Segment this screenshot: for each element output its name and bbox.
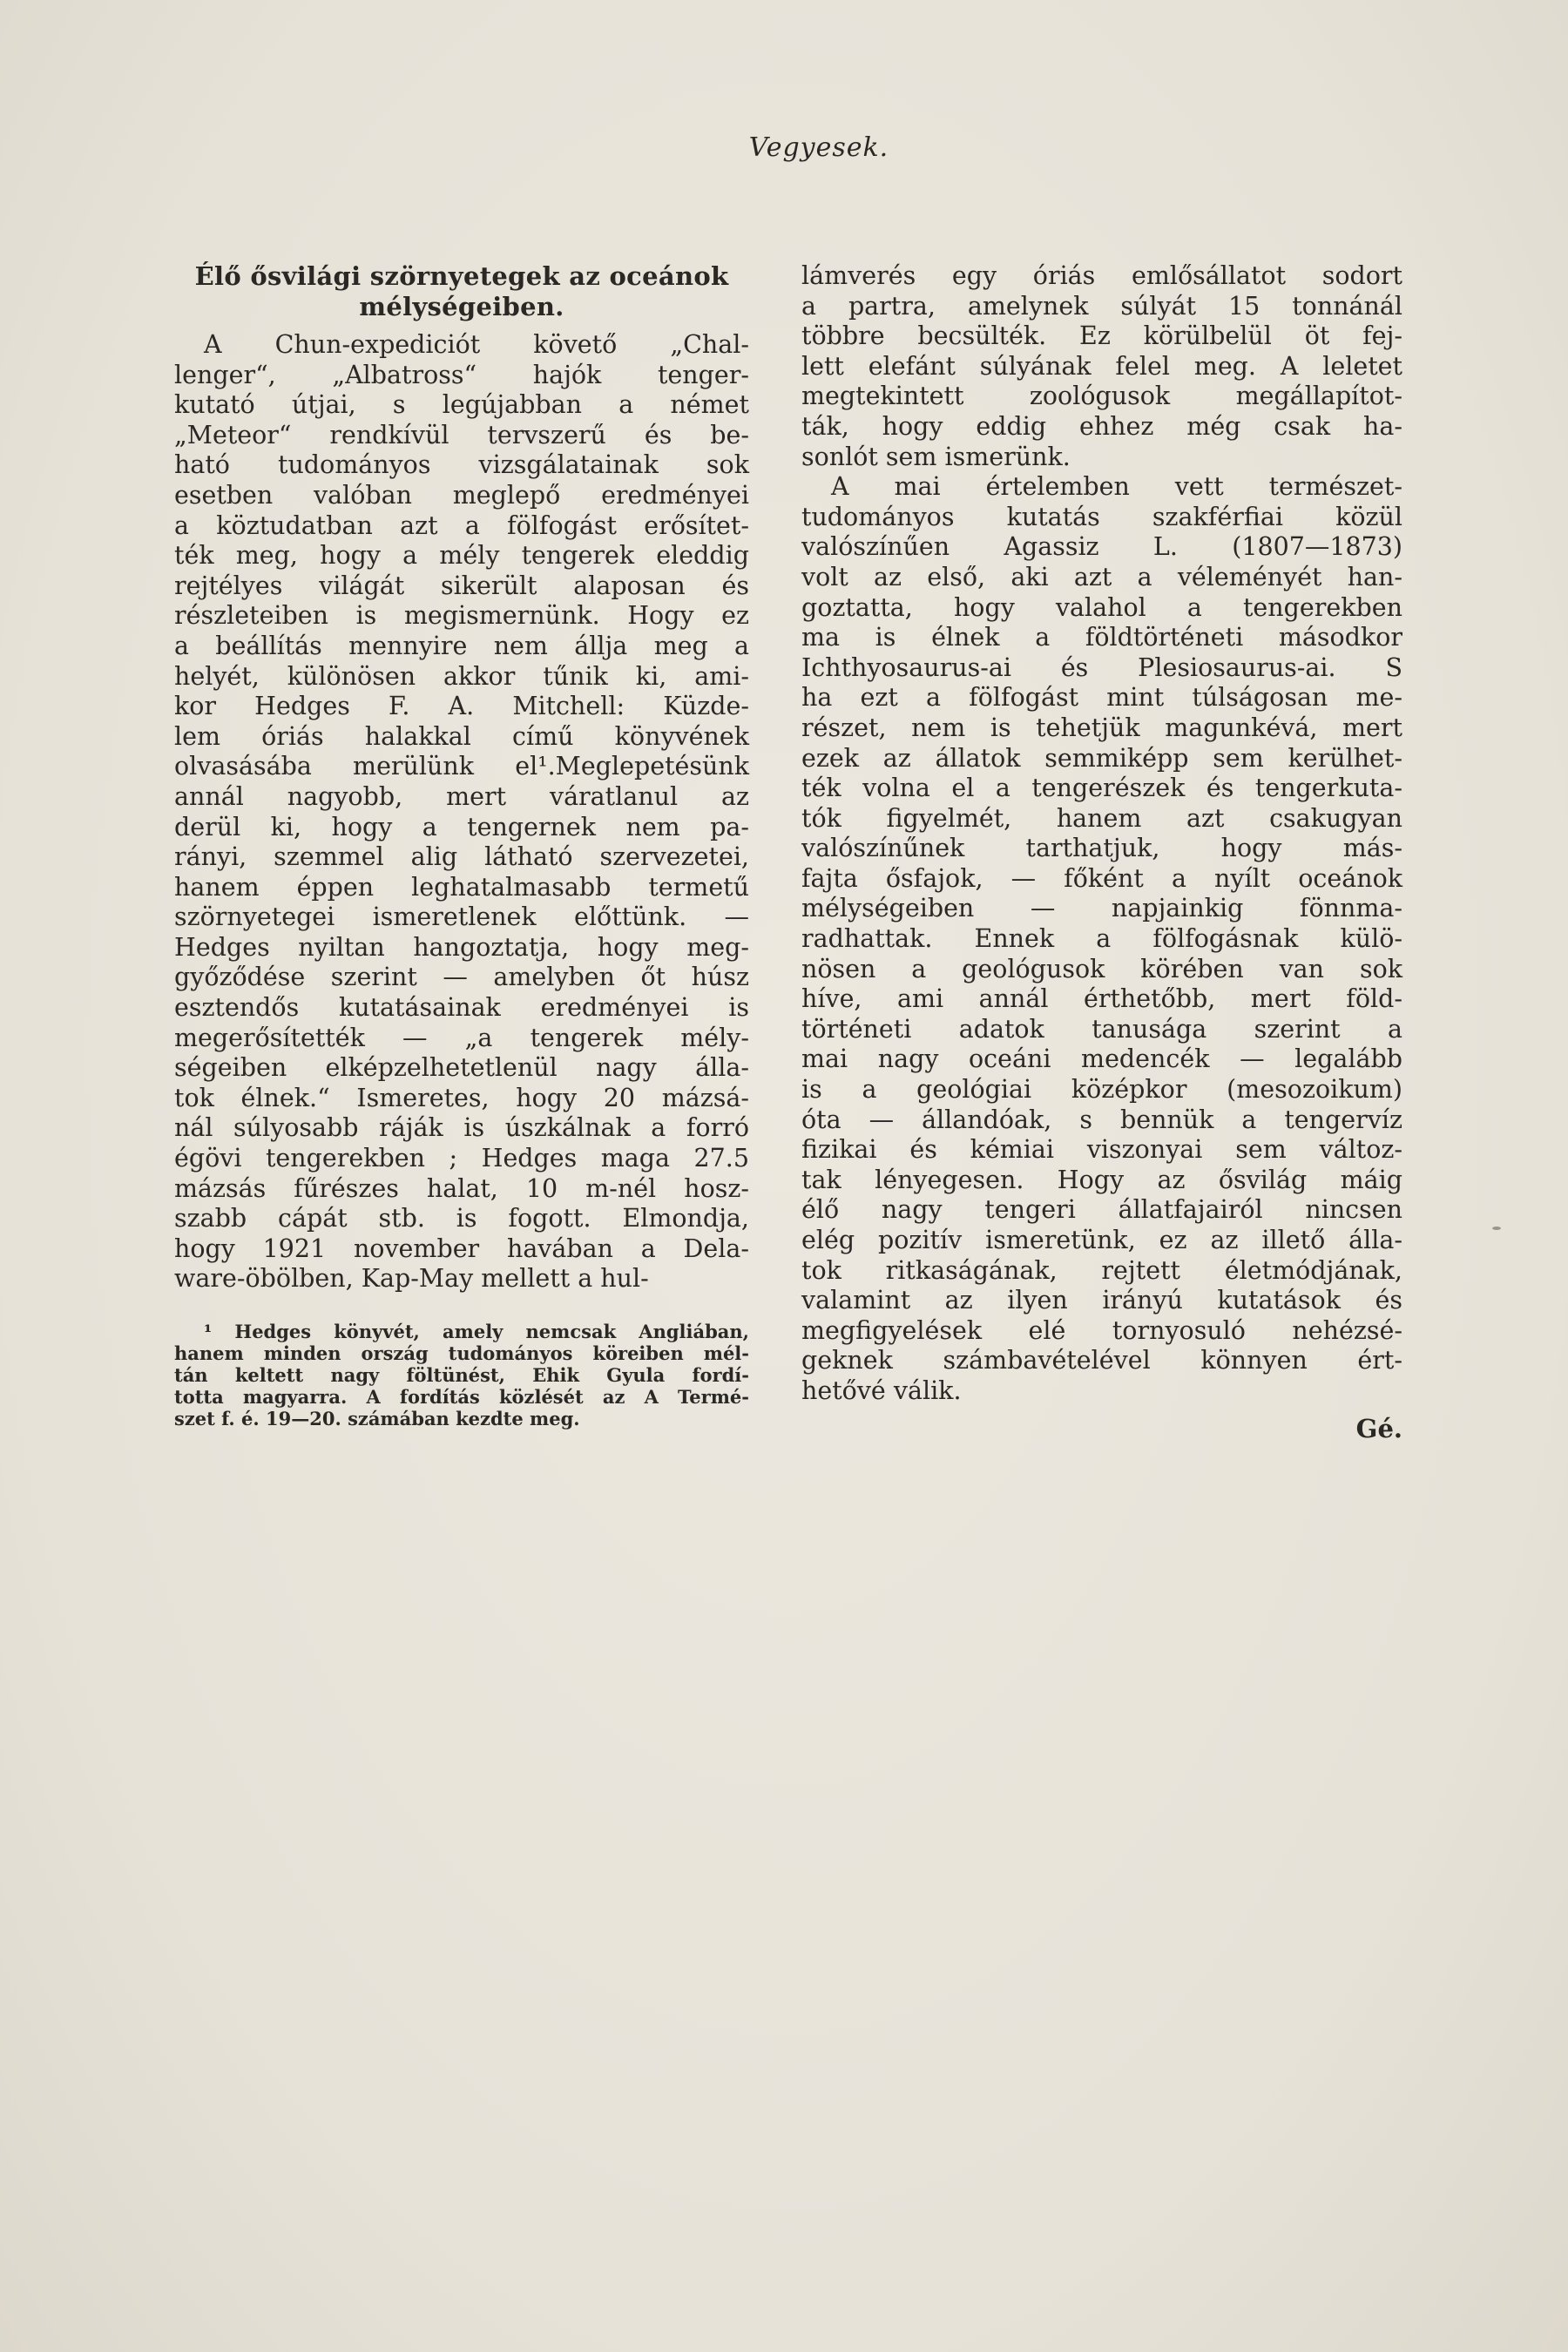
text-line: többre becsülték. Ez körülbelül öt fej-: [801, 321, 1402, 351]
footnote-line: ¹ Hedges könyvét, amely nemcsak Angliában,: [204, 1321, 749, 1342]
text-line: tak lényegesen. Hogy az ősvilág máig: [801, 1165, 1402, 1194]
text-line: égövi tengerekben ; Hedges maga 27.5: [174, 1144, 749, 1173]
text-line: lem óriás halakkal című könyvének: [174, 721, 749, 751]
text-line: olvasásába merülünk el¹.Meglepetésünk: [174, 752, 749, 781]
text-line: óta — állandóak, s bennük a tengervíz: [801, 1105, 1402, 1134]
text-line: részleteiben is megismernünk. Hogy ez: [174, 601, 749, 631]
text-line: goztatta, hogy valahol a tengerekben: [801, 592, 1402, 622]
text-line: helyét, különösen akkor tűnik ki, ami-: [174, 661, 749, 691]
text-line: mai nagy oceáni medencék — legalább: [801, 1044, 1402, 1074]
text-line: történeti adatok tanusága szerint a: [801, 1014, 1402, 1044]
text-line: Hedges nyiltan hangoztatja, hogy meg-: [174, 932, 749, 962]
text-line: tudományos kutatás szakférfiai közül: [801, 502, 1402, 531]
text-line: híve, ami annál érthetőbb, mert föld-: [801, 984, 1402, 1014]
text-line: lámverés egy óriás emlősállatot sodort: [801, 261, 1402, 290]
text-line: lenger“, „Albatross“ hajók tenger-: [174, 360, 749, 389]
text-line: nál súlyosabb ráják is úszkálnak a forró: [174, 1113, 749, 1143]
text-line: tok ritkaságának, rejtett életmódjának,: [801, 1255, 1402, 1285]
running-head: Vegyesek.: [748, 132, 889, 163]
text-line: szabb cápát stb. is fogott. Elmondja,: [174, 1204, 749, 1233]
text-line: élő nagy tengeri állatfajairól nincsen: [801, 1195, 1402, 1225]
text-line: kor Hedges F. A. Mitchell: Küzde-: [174, 692, 749, 721]
text-line: a köztudatban azt a fölfogást erősítet-: [174, 510, 749, 540]
text-line: ha ezt a fölfogást mint túlságosan me-: [801, 683, 1402, 713]
text-line: ma is élnek a földtörténeti másodkor: [801, 623, 1402, 652]
text-line: ezek az állatok semmiképp sem kerülhet-: [801, 743, 1402, 773]
text-line: tok élnek.“ Ismeretes, hogy 20 mázsá-: [174, 1083, 749, 1112]
text-line: geknek számbavételével könnyen ért-: [801, 1346, 1402, 1375]
text-line: elég pozitív ismeretünk, ez az illető álla-: [801, 1226, 1402, 1254]
text-line: valamint az ilyen irányú kutatások és: [801, 1286, 1402, 1315]
author-signature: Gé.: [1355, 1413, 1402, 1443]
text-line: ware-öbölben, Kap-May mellett a hul-: [174, 1264, 649, 1294]
text-line: megerősítették — „a tengerek mély-: [174, 1023, 749, 1052]
text-line: annál nagyobb, mert váratlanul az: [174, 781, 749, 811]
text-line: sonlót sem ismerünk.: [801, 442, 1071, 471]
text-line: lett elefánt súlyának felel meg. A leletet: [801, 351, 1402, 381]
text-line: győződése szerint — amelyben őt húsz: [174, 963, 749, 992]
right-column-body: [801, 261, 1402, 1407]
text-line: mélységeiben — napjainkig fönnma-: [801, 894, 1402, 923]
text-line: kutató útjai, s legújabban a német: [174, 390, 749, 420]
text-line: fizikai és kémiai viszonyai sem változ-: [801, 1135, 1402, 1165]
article-title: [174, 261, 749, 322]
text-line: fajta ősfajok, — főként a nyílt oceánok: [801, 863, 1402, 893]
text-line: ték meg, hogy a mély tengerek eleddig: [174, 541, 749, 571]
paper-speck: [1492, 1227, 1501, 1230]
text-line: mázsás fűrészes halat, 10 m-nél hosz-: [174, 1173, 749, 1203]
text-line: nösen a geológusok körében van sok: [801, 954, 1402, 983]
text-line: megfigyelések elé tornyosuló nehézsé-: [801, 1315, 1402, 1345]
article-title-line-2: mélységeiben.: [359, 292, 564, 321]
text-line: A Chun-expediciót követő „Chal-: [204, 330, 749, 359]
text-line: ségeiben elképzelhetetlenül nagy álla-: [174, 1053, 749, 1083]
text-line: hetővé válik.: [801, 1375, 962, 1405]
footnote-line: szet f. é. 19—20. számában kezdte meg.: [174, 1408, 580, 1429]
text-line: hanem éppen leghatalmasabb termetű: [174, 872, 749, 902]
text-line: ható tudományos vizsgálatainak sok: [174, 450, 749, 480]
footnote-line: tán keltett nagy föltünést, Ehik Gyula fordí-: [174, 1364, 749, 1386]
text-line: hogy 1921 november havában a Dela-: [174, 1233, 749, 1263]
left-column-body: [174, 330, 749, 1294]
text-line: a beállítás mennyire nem állja meg a: [174, 631, 749, 660]
text-line: ték volna el a tengerészek és tengerkuta-: [801, 774, 1402, 803]
text-line: rejtélyes világát sikerült alaposan és: [174, 571, 749, 600]
text-line: szörnyetegei ismeretlenek előttünk. —: [174, 902, 749, 932]
text-line: radhattak. Ennek a fölfogásnak külö-: [801, 924, 1402, 954]
text-line: „Meteor“ rendkívül tervszerű és be-: [174, 420, 749, 449]
text-line: is a geológiai középkor (mesozoikum): [801, 1075, 1402, 1105]
text-line: A mai értelemben vett természet-: [831, 472, 1402, 502]
text-line: derül ki, hogy a tengernek nem pa-: [174, 812, 749, 841]
text-line: valószínűnek tarthatjuk, hogy más-: [801, 834, 1402, 863]
text-line: esetben valóban meglepő eredményei: [174, 480, 749, 510]
footnote: [174, 1321, 749, 1429]
text-line: volt az első, aki azt a véleményét han-: [801, 562, 1402, 591]
text-line: tók figyelmét, hanem azt csakugyan: [801, 803, 1402, 833]
article-title-line-1: Élő ősvilági szörnyetegek az oceánok: [194, 261, 729, 291]
text-line: megtekintett zoológusok megállapítot-: [801, 382, 1402, 411]
left-column: [174, 261, 749, 1429]
text-line: a partra, amelynek súlyát 15 tonnánál: [801, 291, 1402, 321]
right-column: [801, 261, 1402, 1443]
text-line: részet, nem is tehetjük magunkévá, mert: [801, 713, 1402, 742]
footnote-line: totta magyarra. A fordítás közlését az A Termé-: [174, 1386, 749, 1408]
footnote-line: hanem minden ország tudományos köreiben mél-: [174, 1342, 749, 1364]
text-line: rányi, szemmel alig látható szervezetei,: [174, 842, 749, 872]
text-line: Ichthyosaurus-ai és Plesiosaurus-ai. S: [801, 652, 1402, 682]
text-line: ták, hogy eddig ehhez még csak ha-: [801, 411, 1402, 441]
text-line: valószínűen Agassiz L. (1807—1873): [801, 532, 1402, 562]
text-line: esztendős kutatásainak eredményei is: [174, 993, 749, 1023]
